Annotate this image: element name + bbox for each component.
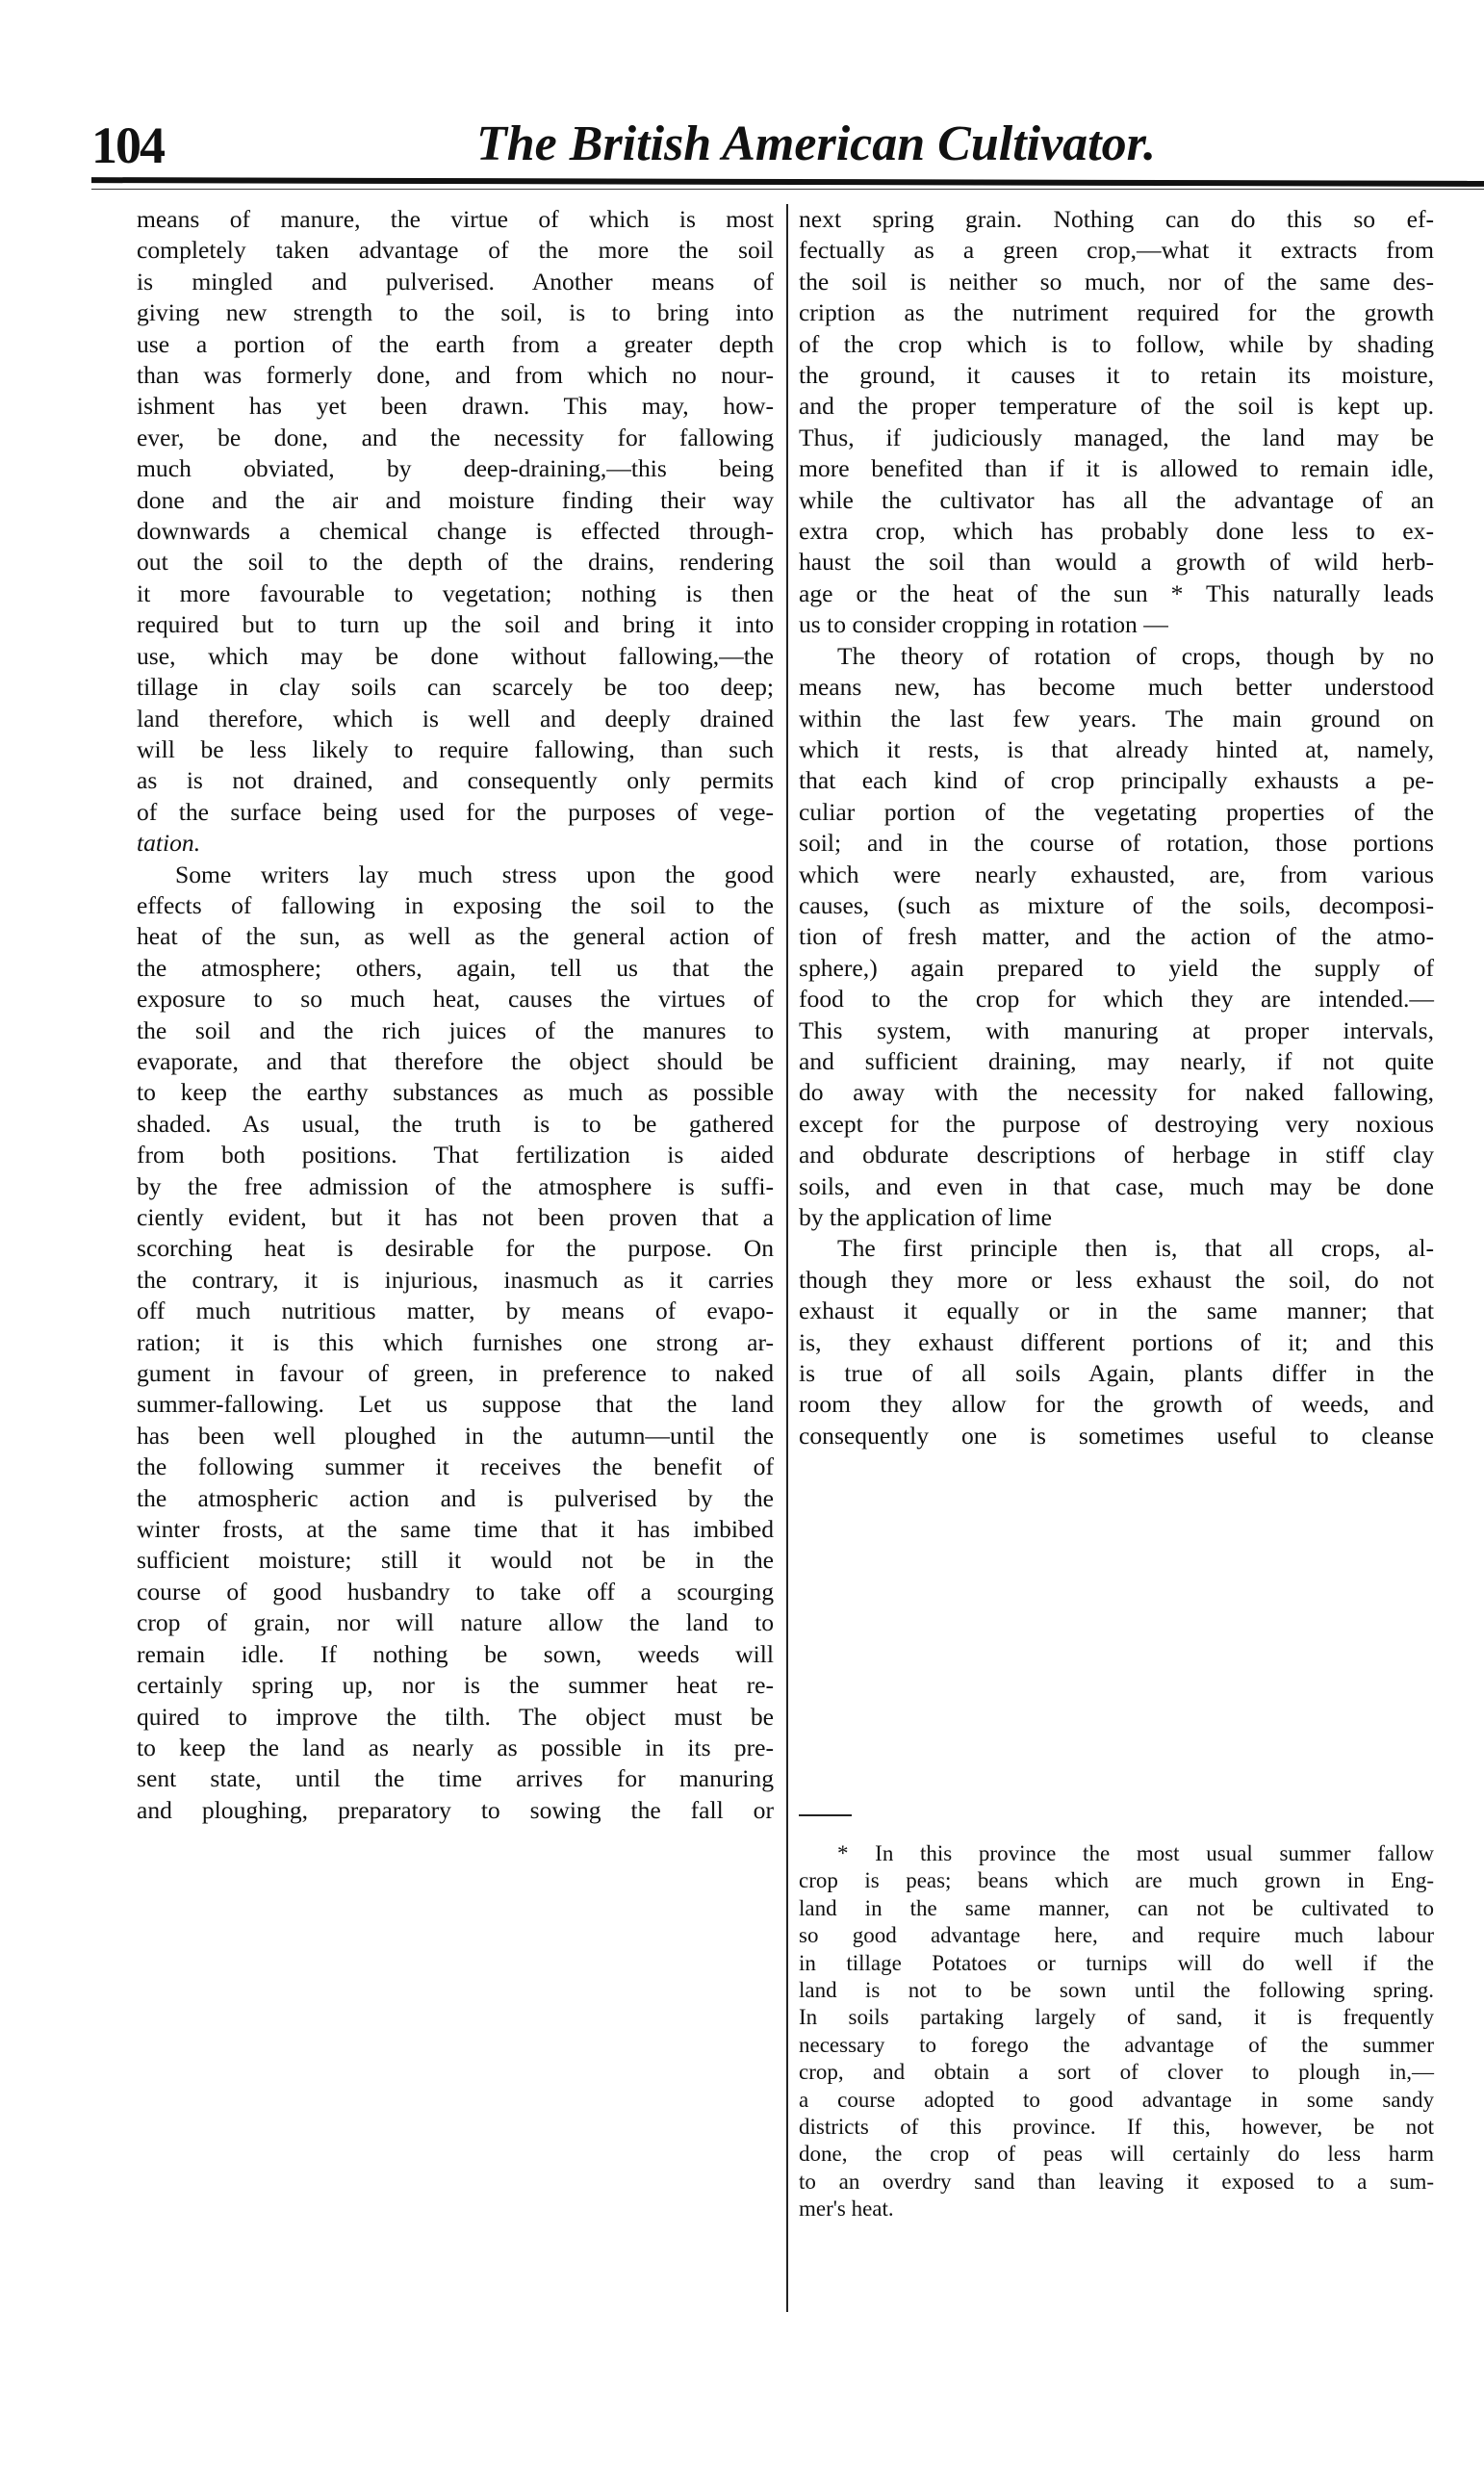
text-line: haust the soil than would a growth of wild herb- [799,548,1434,577]
text-line: is true of all soils Again, plants differ in the [799,1359,1434,1388]
text-line: consequently one is sometimes useful to cleanse [799,1421,1434,1450]
text-line: which it rests, is that already hinted at, namely, [799,734,1434,763]
text-line: scorching heat is desirable for the purpose. On [137,1234,774,1263]
text-line: more benefited than if it is allowed to remain idle, [799,454,1434,483]
text-line: quired to improve the tilth. The object must be [137,1702,774,1731]
text-line: means new, has become much better understood [799,673,1434,702]
text-line: sent state, until the time arrives for manuring [137,1764,774,1793]
text-line: the atmosphere; others, again, tell us that the [137,953,774,982]
text-line: fectually as a green crop,—what it extracts from [799,236,1434,265]
text-line: soils, and even in that case, much may be done [799,1171,1434,1200]
footnote [799,1840,1434,2223]
text-line: tillage in clay soils can scarcely be too deep; [137,673,774,702]
text-line: by the application of lime [799,1203,1052,1231]
text-line: to keep the land as nearly as possible in its pre- [137,1733,774,1761]
text-line: course of good husbandry to take off a scourging [137,1577,774,1605]
text-line: age or the heat of the sun * This naturally leads [799,578,1434,607]
text-line: causes, (such as mixture of the soils, decomposi- [799,890,1434,919]
text-line: * In this province the most usual summer fallow [837,1841,1434,1865]
text-line: extra crop, which has probably done less to ex- [799,517,1434,546]
text-line: of the crop which is to follow, while by shading [799,329,1434,358]
text-line: districts of this province. If this, however, be not [799,2115,1434,2140]
text-line: soil; and in the course of rotation, those portions [799,829,1434,858]
text-line: and the proper temperature of the soil is kept up. [799,392,1434,421]
text-line: means of manure, the virtue of which is most [137,205,774,233]
text-line: Thus, if judiciously managed, the land may be [799,423,1434,451]
text-line: necessary to forego the advantage of the summer [799,2032,1434,2057]
text-line: cription as the nutriment required for the growth [799,298,1434,327]
text-line: evaporate, and that therefore the object should be [137,1046,774,1075]
text-line: a course adopted to good advantage in some sandy [799,2087,1434,2112]
text-line: is mingled and pulverised. Another means of [137,267,774,295]
text-line: effects of fallowing in exposing the soil to the [137,890,774,919]
text-line: will be less likely to require fallowing, than such [137,734,774,763]
text-line: room they allow for the growth of weeds, and [799,1390,1434,1419]
text-line: to an overdry sand than leaving it exposed to a sum- [799,2169,1434,2194]
page-header [91,116,1410,183]
text-line: use, which may be done without fallowing,—the [137,641,774,670]
text-line: to keep the earthy substances as much as possible [137,1078,774,1107]
text-line: and obdurate descriptions of herbage in stiff clay [799,1141,1434,1169]
text-line: in tillage Potatoes or turnips will do well if the [799,1950,1434,1975]
text-line: than was formerly done, and from which no nour- [137,361,774,390]
text-line: land is not to be sown until the following spring. [799,1978,1434,2003]
text-line: heat of the sun, as well as the general action of [137,922,774,951]
text-line: of the surface being used for the purposes of vege- [137,797,774,826]
text-line: off much nutritious matter, by means of evapo- [137,1297,774,1325]
running-title: The British American Cultivator. [476,116,1156,171]
text-line: except for the purpose of destroying very noxious [799,1109,1434,1138]
text-line: next spring grain. Nothing can do this so ef- [799,205,1434,233]
text-line: use a portion of the earth from a greater depth [137,329,774,358]
text-line: In soils partaking largely of sand, it is frequently [799,2005,1434,2030]
text-line: giving new strength to the soil, is to bring into [137,298,774,327]
text-line: shaded. As usual, the truth is to be gathered [137,1109,774,1138]
text-line: required but to turn up the soil and bring it into [137,610,774,639]
text-line: though they more or less exhaust the soil, do not [799,1265,1434,1294]
text-line: so good advantage here, and require much labour [799,1923,1434,1948]
text-line: crop of grain, nor will nature allow the land to [137,1608,774,1637]
text-line: the contrary, it is injurious, inasmuch as it carries [137,1265,774,1294]
text-line: culiar portion of the vegetating properties of the [799,797,1434,826]
text-line: ciently evident, but it has not been proven that a [137,1203,774,1231]
column-divider [786,204,788,2312]
text-line: food to the crop for which they are intended.— [799,985,1434,1014]
text-line: ration; it is this which furnishes one strong ar- [137,1327,774,1356]
text-line: which were nearly exhausted, are, from various [799,860,1434,888]
text-line: certainly spring up, nor is the summer heat re- [137,1671,774,1700]
text-line: the ground, it causes it to retain its moisture, [799,361,1434,390]
text-line: by the free admission of the atmosphere is suffi- [137,1171,774,1200]
footnote-rule [799,1814,852,1816]
text-line: gument in favour of green, in preference to naked [137,1359,774,1388]
text-line: The theory of rotation of crops, though by no [837,641,1434,670]
text-line: as is not drained, and consequently only permits [137,766,774,795]
text-line: do away with the necessity for naked fallowing, [799,1078,1434,1107]
text-line: ishment has yet been drawn. This may, how- [137,392,774,421]
header-rule-thin [91,189,1484,190]
text-line: done and the air and moisture finding their way [137,485,774,514]
text-line: while the cultivator has all the advantage of an [799,485,1434,514]
right-column [799,204,1434,1451]
text-line: winter frosts, at the same time that it has imbibed [137,1515,774,1544]
text-line: completely taken advantage of the more the soil [137,236,774,265]
text-line: that each kind of crop principally exhausts a pe- [799,766,1434,795]
text-line: land in the same manner, can not be cultivated to [799,1895,1434,1920]
text-line: is, they exhaust different portions of it; and this [799,1327,1434,1356]
text-line: tion of fresh matter, and the action of the atmo- [799,922,1434,951]
left-column [137,204,774,1826]
text-line: the following summer it receives the benefit of [137,1452,774,1481]
text-line: out the soil to the depth of the drains, rendering [137,548,774,577]
text-line: much obviated, by deep-draining,—this being [137,454,774,483]
text-line: The first principle then is, that all crops, al- [837,1234,1434,1263]
text-line: and sufficient draining, may nearly, if not quite [799,1046,1434,1075]
text-line: the soil is neither so much, nor of the same des- [799,267,1434,295]
text-line: sphere,) again prepared to yield the supply of [799,953,1434,982]
text-line: downwards a chemical change is effected through- [137,517,774,546]
text-line: from both positions. That fertilization is aided [137,1141,774,1169]
text-line: exhaust it equally or in the same manner; that [799,1297,1434,1325]
text-line: land therefore, which is well and deeply drained [137,704,774,732]
text-line: has been well ploughed in the autumn—until the [137,1421,774,1450]
text-line: done, the crop of peas will certainly do less harm [799,2142,1434,2167]
text-line: ever, be done, and the necessity for fallowing [137,423,774,451]
text-line: summer-fallowing. Let us suppose that the land [137,1390,774,1419]
text-line: exposure to so much heat, causes the virtues of [137,985,774,1014]
text-line: it more favourable to vegetation; nothing is then [137,578,774,607]
text-line: the atmospheric action and is pulverised by the [137,1483,774,1512]
text-line: crop is peas; beans which are much grown in Eng- [799,1868,1434,1893]
text-line: tation. [137,829,201,858]
text-line: and ploughing, preparatory to sowing the fall or [137,1795,774,1824]
text-line: crop, and obtain a sort of clover to plough in,— [799,2060,1434,2085]
text-line: remain idle. If nothing be sown, weeds will [137,1639,774,1668]
text-line: the soil and the rich juices of the manures to [137,1015,774,1044]
text-line: Some writers lay much stress upon the good [175,860,774,888]
text-line: us to consider cropping in rotation — [799,610,1168,639]
page-number: 104 [91,116,164,174]
text-line: within the last few years. The main ground on [799,704,1434,732]
text-line: sufficient moisture; still it would not be in the [137,1546,774,1575]
text-line: This system, with manuring at proper intervals, [799,1015,1434,1044]
text-line: mer's heat. [799,2196,894,2222]
